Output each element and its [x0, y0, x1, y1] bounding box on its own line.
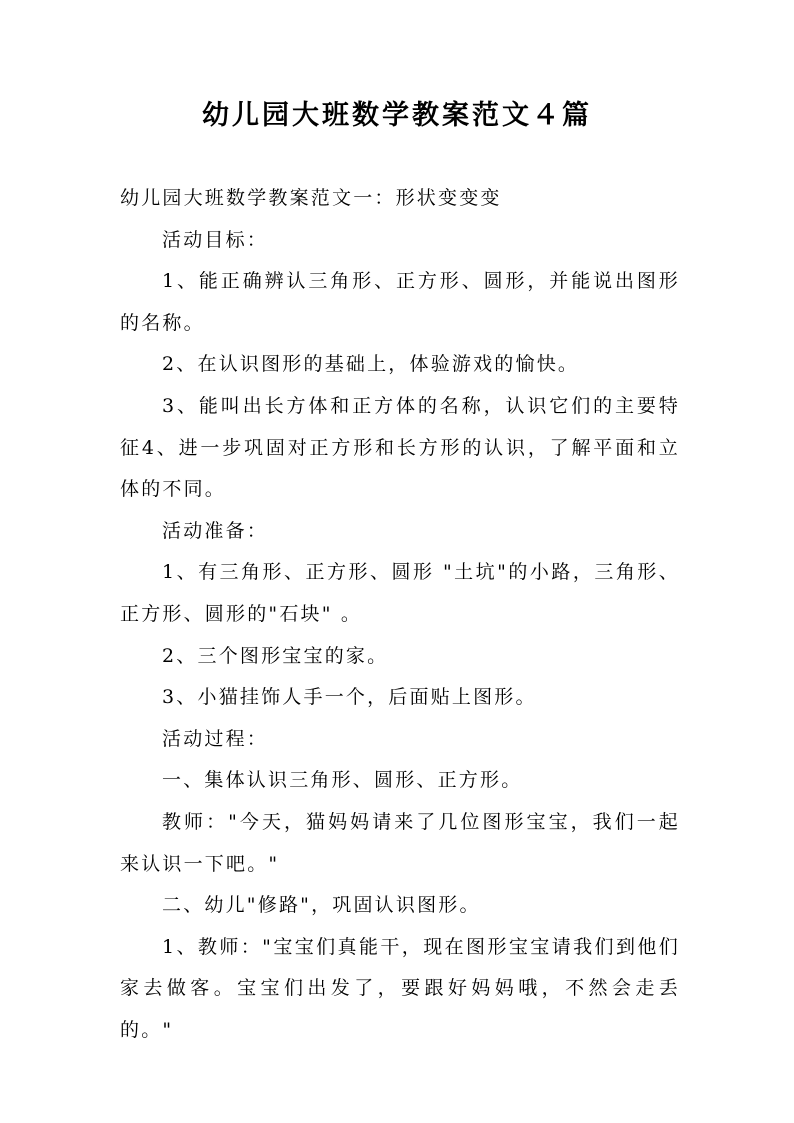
paragraph: 活动目标：: [162, 228, 269, 251]
paragraph: 活动过程：: [162, 727, 269, 750]
paragraph: 3、小猫挂饰人手一个，后面贴上图形。: [162, 686, 537, 709]
document-body: [120, 178, 680, 1051]
paragraph: 2、三个图形宝宝的家。: [162, 644, 389, 667]
paragraph: 二、幼儿"修路"，巩固认识图形。: [162, 894, 481, 917]
paragraph: 活动准备：: [162, 519, 269, 542]
section-heading: 幼儿园大班数学教案范文一：形状变变变: [120, 187, 502, 209]
paragraph: 教师："今天，猫妈妈请来了几位图形宝宝，我们一起来认识一下吧。": [120, 810, 680, 875]
paragraph: 1、教师："宝宝们真能干，现在图形宝宝请我们到他们家去做客。宝宝们出发了，要跟好妈妈哦，不然会走丢的。": [120, 935, 680, 1041]
paragraph: 一、集体认识三角形、圆形、正方形。: [162, 769, 523, 792]
paragraph: 1、有三角形、正方形、圆形 "土坑"的小路，三角形、正方形、圆形的"石块" 。: [120, 561, 680, 625]
paragraph: 2、在认识图形的基础上，体验游戏的愉快。: [162, 353, 580, 376]
paragraph: 3、能叫出长方体和正方体的名称，认识它们的主要特征4、进一步巩固对正方形和长方形的认识，了解平面和立体的不同。: [120, 394, 680, 501]
paragraph: 1、能正确辨认三角形、正方形、圆形，并能说出图形的名称。: [120, 270, 680, 334]
document-title: 幼儿园大班数学教案范文４篇: [202, 100, 592, 131]
